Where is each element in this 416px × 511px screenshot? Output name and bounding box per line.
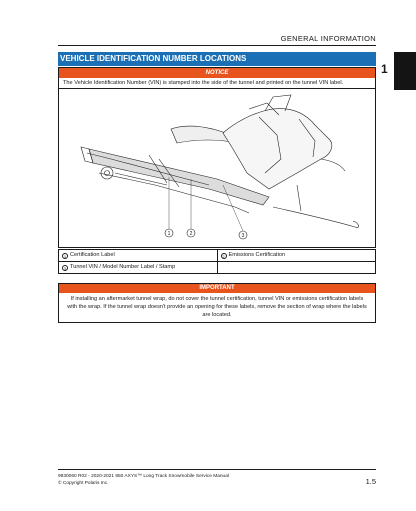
important-text: If installing an aftermarket tunnel wrap, do not cover the tunnel certification, tunnel VIN or emissions certification labels with the wrap. If the tunnel wrap doesn't provide an opening for these labels, remove the section of wrap where the labels are located. — [67, 296, 367, 318]
notice-label: NOTICE — [59, 68, 375, 78]
section-title: VEHICLE IDENTIFICATION NUMBER LOCATIONS — [58, 52, 376, 66]
page-number: 1.5 — [365, 477, 376, 486]
callout-2-number: 2 — [189, 231, 193, 237]
ski-outline — [273, 207, 359, 227]
chapter-number: 1 — [381, 62, 388, 76]
legend-text-3: Tunnel VIN / Model Number Label / Stamp — [70, 264, 176, 270]
snowmobile-figure — [58, 88, 376, 248]
ski-spindle — [297, 185, 301, 211]
legend-text-1: Certification Label — [70, 252, 115, 258]
chapter-tab — [394, 52, 416, 90]
header-rule — [58, 45, 376, 46]
legend-row — [59, 249, 375, 261]
footer-doc-line: 9930060 R02 - 2020-2021 850 AXYS™ Long Track Snowmobile Service Manual — [58, 474, 229, 479]
legend-callout-2: 2 — [222, 253, 225, 259]
legend-item-1 — [59, 250, 217, 261]
legend-callout-1: 1 — [63, 253, 67, 259]
legend-text-2: Emissions Certification — [228, 252, 286, 258]
hood-outline — [223, 109, 332, 189]
important-box — [58, 283, 376, 323]
running-header: GENERAL INFORMATION — [280, 34, 376, 43]
tunnel-upper-line — [87, 153, 209, 185]
rear-idler-wheel — [101, 167, 113, 179]
legend-empty-cell — [217, 262, 376, 273]
legend-row — [59, 261, 375, 273]
legend-item-2 — [217, 250, 376, 261]
footer-copyright: © Copyright Polaris Inc. — [58, 481, 109, 486]
footer-rule — [58, 469, 376, 470]
notice-text: The Vehicle Identification Number (VIN) is stamped into the side of the tunnel and printed on the tunnel VIN label. — [63, 80, 344, 86]
snowmobile-illustration — [59, 89, 375, 247]
callout-1-number: 1 — [167, 231, 171, 237]
footer-info — [58, 473, 229, 487]
callout-3-number: 3 — [241, 233, 245, 239]
important-label: IMPORTANT — [59, 284, 375, 293]
figure-legend — [58, 249, 376, 274]
notice-box — [58, 67, 376, 89]
front-bumper — [321, 159, 345, 171]
legend-callout-3: 3 — [63, 265, 67, 271]
legend-item-3 — [59, 262, 217, 273]
